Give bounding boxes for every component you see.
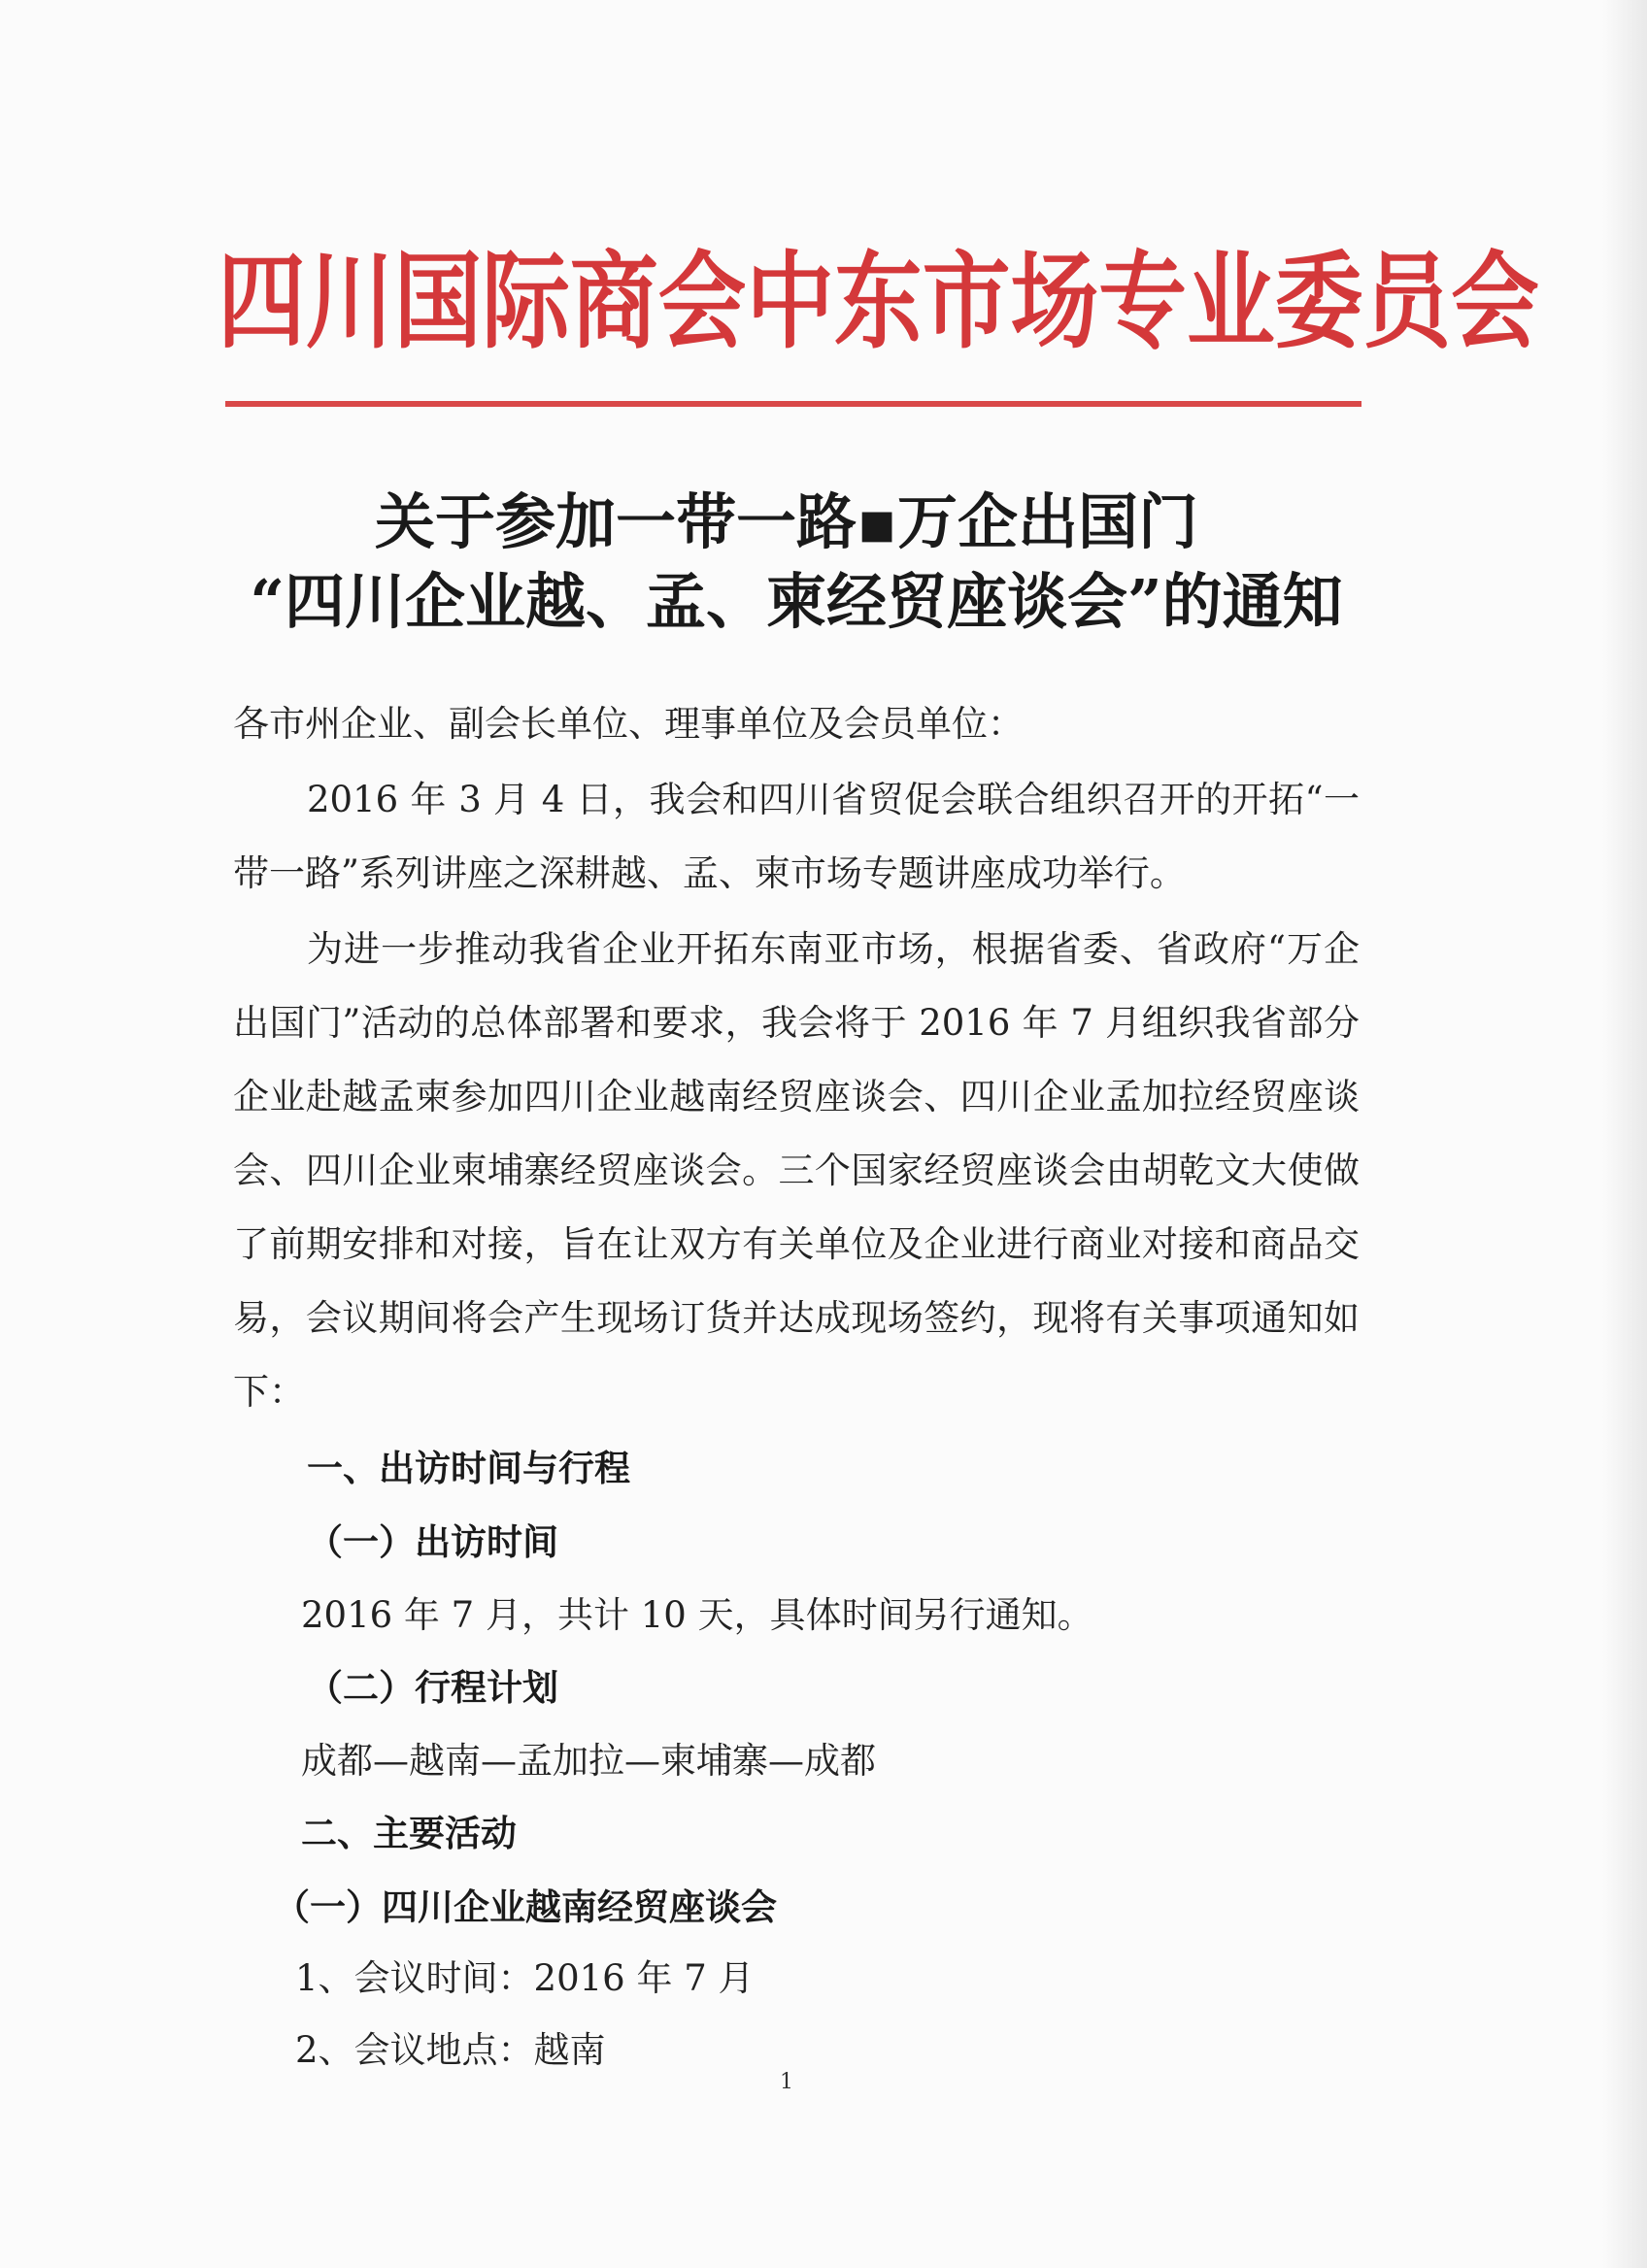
letterhead-red-rule (225, 401, 1361, 407)
salutation: 各市州企业、副会长单位、理事单位及会员单位： (233, 703, 1024, 745)
section-1-sub-2-heading: （二）行程计划 (307, 1666, 558, 1709)
page-number: 1 (780, 2070, 793, 2094)
notice-title-line-2: “四川企业越、孟、柬经贸座谈会”的通知 (250, 566, 1343, 637)
notice-title-line-1: 关于参加一带一路▪万企出国门 (374, 486, 1199, 557)
paragraph-2: 为进一步推动我省企业开拓东南亚市场，根据省委、省政府“万企出国门”活动的总体部署和要求，我会将于 2016 年 7 月组织我省部分企业赴越孟柬参加四川企业越南经贸座谈会、四川企业孟加拉经贸座谈会、四川企业柬埔寨经贸座谈会。三个国家经贸座谈会由胡乾文大使做了前期安排和对接，旨在让双方有关单位及企业进行商业对接和商品交易，会议期间将会产生现场订货并达成现场签约，现将有关事项通知如下： (233, 928, 1360, 1413)
section-2-sub-1-heading: （一）四川企业越南经贸座谈会 (274, 1885, 777, 1928)
section-1-sub-2-text: 成都—越南—孟加拉—柬埔寨—成都 (301, 1740, 876, 1782)
paragraph-1: 2016 年 3 月 4 日，我会和四川省贸促会联合组织召开的开拓“一带一路”系列讲座之深耕越、孟、柬市场专题讲座成功举行。 (233, 779, 1360, 894)
section-1-sub-1-text: 2016 年 7 月，共计 10 天，具体时间另行通知。 (301, 1594, 1093, 1636)
letterhead-org-name: 四川国际商会中东市场专业委员会 (218, 242, 1539, 363)
section-2-item-1: 1、会议时间：2016 年 7 月 (295, 1957, 755, 1999)
section-2-item-2: 2、会议地点：越南 (295, 2029, 606, 2071)
section-1-heading: 一、出访时间与行程 (307, 1447, 630, 1489)
section-1-sub-1-heading: （一）出访时间 (307, 1520, 558, 1563)
scan-edge-shadow (1602, 0, 1647, 2268)
section-2-heading: 二、主要活动 (301, 1812, 517, 1854)
